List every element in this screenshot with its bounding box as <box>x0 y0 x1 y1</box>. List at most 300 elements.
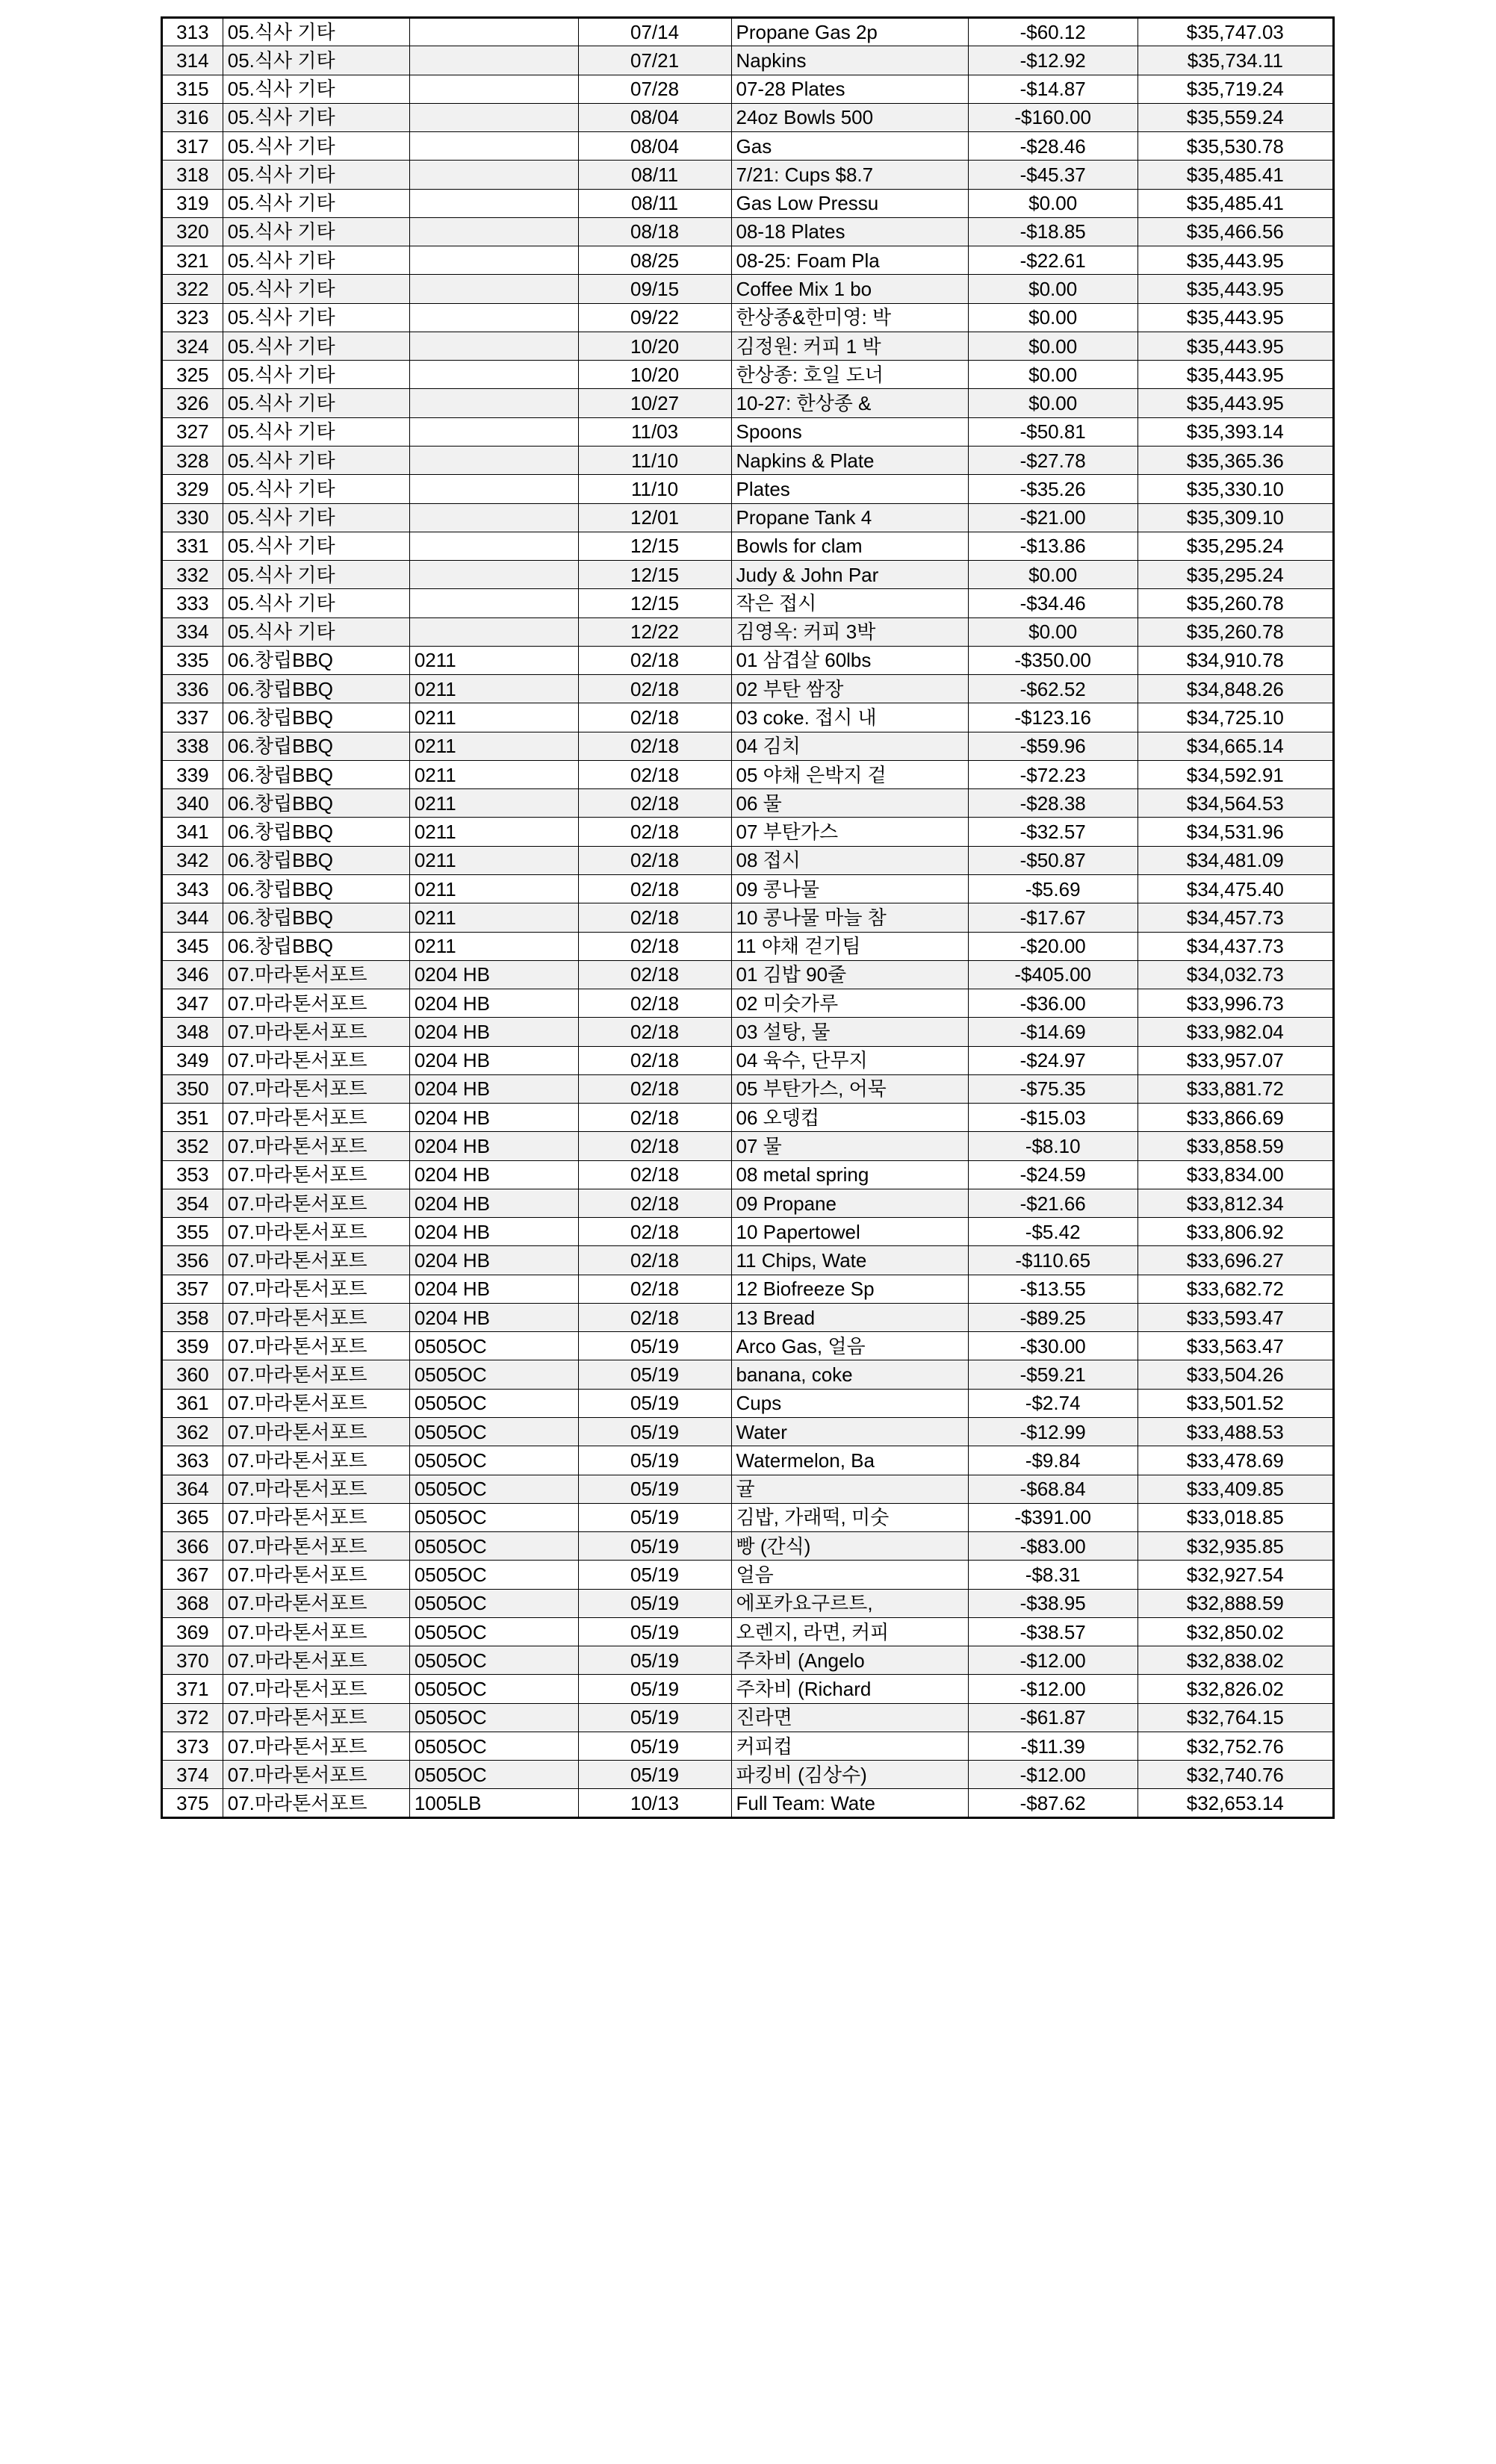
table-row[interactable] <box>162 1104 1334 1132</box>
amount-cell[interactable]: -$21.66 <box>968 1189 1137 1217</box>
table-row[interactable] <box>162 532 1334 560</box>
code-cell[interactable] <box>409 589 578 617</box>
table-row[interactable] <box>162 1132 1334 1160</box>
description-cell[interactable]: Arco Gas, 얼음 <box>731 1332 968 1360</box>
date-cell[interactable]: 11/10 <box>578 446 731 474</box>
amount-cell[interactable]: -$28.46 <box>968 132 1137 161</box>
balance-cell[interactable]: $35,443.95 <box>1137 361 1333 389</box>
date-cell[interactable]: 07/28 <box>578 75 731 103</box>
table-row[interactable] <box>162 1418 1334 1446</box>
row-index[interactable]: 352 <box>162 1132 223 1160</box>
table-row[interactable] <box>162 217 1334 246</box>
balance-cell[interactable]: $33,018.85 <box>1137 1503 1333 1531</box>
description-cell[interactable]: 08 접시 <box>731 846 968 874</box>
row-index[interactable]: 338 <box>162 732 223 760</box>
amount-cell[interactable]: -$61.87 <box>968 1703 1137 1732</box>
code-cell[interactable] <box>409 503 578 532</box>
description-cell[interactable]: 10 Papertowel <box>731 1218 968 1246</box>
description-cell[interactable]: 08-25: Foam Pla <box>731 246 968 275</box>
table-row[interactable] <box>162 246 1334 275</box>
category-cell[interactable]: 05.식사 기타 <box>223 46 409 75</box>
category-cell[interactable]: 05.식사 기타 <box>223 246 409 275</box>
description-cell[interactable]: Coffee Mix 1 bo <box>731 275 968 303</box>
code-cell[interactable]: 1005LB <box>409 1789 578 1817</box>
table-row[interactable] <box>162 1475 1334 1503</box>
balance-cell[interactable]: $32,740.76 <box>1137 1761 1333 1789</box>
amount-cell[interactable]: $0.00 <box>968 389 1137 417</box>
table-row[interactable] <box>162 789 1334 818</box>
row-index[interactable]: 358 <box>162 1303 223 1331</box>
category-cell[interactable]: 06.창립BBQ <box>223 675 409 703</box>
description-cell[interactable]: 03 설탕, 물 <box>731 1018 968 1046</box>
amount-cell[interactable]: -$28.38 <box>968 789 1137 818</box>
table-row[interactable] <box>162 332 1334 360</box>
date-cell[interactable]: 02/18 <box>578 675 731 703</box>
description-cell[interactable]: 04 김치 <box>731 732 968 760</box>
balance-cell[interactable]: $35,466.56 <box>1137 217 1333 246</box>
date-cell[interactable]: 05/19 <box>578 1646 731 1675</box>
date-cell[interactable]: 05/19 <box>578 1418 731 1446</box>
row-index[interactable]: 367 <box>162 1561 223 1589</box>
row-index[interactable]: 326 <box>162 389 223 417</box>
balance-cell[interactable]: $33,957.07 <box>1137 1046 1333 1074</box>
description-cell[interactable]: 에포카요구르트, <box>731 1589 968 1617</box>
date-cell[interactable]: 02/18 <box>578 1046 731 1074</box>
category-cell[interactable]: 07.마라톤서포트 <box>223 1475 409 1503</box>
description-cell[interactable]: 커피컵 <box>731 1732 968 1760</box>
category-cell[interactable]: 07.마라톤서포트 <box>223 1789 409 1817</box>
balance-cell[interactable]: $32,764.15 <box>1137 1703 1333 1732</box>
date-cell[interactable]: 09/15 <box>578 275 731 303</box>
code-cell[interactable] <box>409 18 578 46</box>
row-index[interactable]: 362 <box>162 1418 223 1446</box>
code-cell[interactable]: 0211 <box>409 732 578 760</box>
date-cell[interactable]: 11/10 <box>578 475 731 503</box>
row-index[interactable]: 348 <box>162 1018 223 1046</box>
row-index[interactable]: 313 <box>162 18 223 46</box>
description-cell[interactable]: 11 야채 걷기팀 <box>731 932 968 960</box>
row-index[interactable]: 317 <box>162 132 223 161</box>
code-cell[interactable]: 0505OC <box>409 1418 578 1446</box>
balance-cell[interactable]: $33,593.47 <box>1137 1303 1333 1331</box>
balance-cell[interactable]: $33,806.92 <box>1137 1218 1333 1246</box>
description-cell[interactable]: Spoons <box>731 417 968 446</box>
table-row[interactable] <box>162 1389 1334 1417</box>
description-cell[interactable]: 05 야채 은박지 겉 <box>731 760 968 788</box>
amount-cell[interactable]: -$75.35 <box>968 1074 1137 1103</box>
code-cell[interactable]: 0204 HB <box>409 1303 578 1331</box>
category-cell[interactable]: 07.마라톤서포트 <box>223 960 409 989</box>
code-cell[interactable]: 0204 HB <box>409 1218 578 1246</box>
amount-cell[interactable]: -$15.03 <box>968 1104 1137 1132</box>
table-row[interactable] <box>162 1503 1334 1531</box>
amount-cell[interactable]: -$24.59 <box>968 1160 1137 1189</box>
amount-cell[interactable]: -$59.21 <box>968 1360 1137 1389</box>
date-cell[interactable]: 02/18 <box>578 732 731 760</box>
balance-cell[interactable]: $33,812.34 <box>1137 1189 1333 1217</box>
code-cell[interactable]: 0204 HB <box>409 1189 578 1217</box>
amount-cell[interactable]: -$12.00 <box>968 1675 1137 1703</box>
code-cell[interactable]: 0505OC <box>409 1703 578 1732</box>
description-cell[interactable]: 12 Biofreeze Sp <box>731 1275 968 1303</box>
category-cell[interactable]: 07.마라톤서포트 <box>223 1132 409 1160</box>
row-index[interactable]: 321 <box>162 246 223 275</box>
amount-cell[interactable]: -$27.78 <box>968 446 1137 474</box>
table-row[interactable] <box>162 132 1334 161</box>
table-row[interactable] <box>162 1446 1334 1475</box>
table-row[interactable] <box>162 846 1334 874</box>
date-cell[interactable]: 10/20 <box>578 332 731 360</box>
balance-cell[interactable]: $32,752.76 <box>1137 1732 1333 1760</box>
code-cell[interactable]: 0211 <box>409 760 578 788</box>
date-cell[interactable]: 05/19 <box>578 1732 731 1760</box>
date-cell[interactable]: 07/21 <box>578 46 731 75</box>
category-cell[interactable]: 07.마라톤서포트 <box>223 1275 409 1303</box>
category-cell[interactable]: 07.마라톤서포트 <box>223 1189 409 1217</box>
date-cell[interactable]: 02/18 <box>578 789 731 818</box>
row-index[interactable]: 371 <box>162 1675 223 1703</box>
date-cell[interactable]: 10/13 <box>578 1789 731 1817</box>
amount-cell[interactable]: -$5.69 <box>968 874 1137 903</box>
balance-cell[interactable]: $33,866.69 <box>1137 1104 1333 1132</box>
date-cell[interactable]: 02/18 <box>578 760 731 788</box>
category-cell[interactable]: 06.창립BBQ <box>223 760 409 788</box>
row-index[interactable]: 350 <box>162 1074 223 1103</box>
description-cell[interactable]: 01 김밥 90줄 <box>731 960 968 989</box>
amount-cell[interactable]: -$24.97 <box>968 1046 1137 1074</box>
row-index[interactable]: 355 <box>162 1218 223 1246</box>
balance-cell[interactable]: $32,935.85 <box>1137 1532 1333 1561</box>
date-cell[interactable]: 02/18 <box>578 1246 731 1275</box>
table-row[interactable] <box>162 1675 1334 1703</box>
balance-cell[interactable]: $35,734.11 <box>1137 46 1333 75</box>
balance-cell[interactable]: $33,982.04 <box>1137 1018 1333 1046</box>
category-cell[interactable]: 07.마라톤서포트 <box>223 1732 409 1760</box>
description-cell[interactable]: 04 육수, 단무지 <box>731 1046 968 1074</box>
table-row[interactable] <box>162 275 1334 303</box>
table-row[interactable] <box>162 1761 1334 1789</box>
category-cell[interactable]: 07.마라톤서포트 <box>223 1561 409 1589</box>
row-index[interactable]: 360 <box>162 1360 223 1389</box>
code-cell[interactable]: 0211 <box>409 846 578 874</box>
table-row[interactable] <box>162 617 1334 646</box>
table-row[interactable] <box>162 1703 1334 1732</box>
date-cell[interactable]: 05/19 <box>578 1503 731 1531</box>
date-cell[interactable]: 08/04 <box>578 103 731 131</box>
description-cell[interactable]: Bowls for clam <box>731 532 968 560</box>
row-index[interactable]: 330 <box>162 503 223 532</box>
description-cell[interactable]: 파킹비 (김상수) <box>731 1761 968 1789</box>
balance-cell[interactable]: $35,719.24 <box>1137 75 1333 103</box>
category-cell[interactable]: 05.식사 기타 <box>223 561 409 589</box>
date-cell[interactable]: 12/15 <box>578 532 731 560</box>
description-cell[interactable]: 김영옥: 커피 3박 <box>731 617 968 646</box>
code-cell[interactable]: 0211 <box>409 675 578 703</box>
balance-cell[interactable]: $33,504.26 <box>1137 1360 1333 1389</box>
description-cell[interactable]: 김정원: 커피 1 박 <box>731 332 968 360</box>
row-index[interactable]: 320 <box>162 217 223 246</box>
date-cell[interactable]: 05/19 <box>578 1703 731 1732</box>
row-index[interactable]: 343 <box>162 874 223 903</box>
table-row[interactable] <box>162 1218 1334 1246</box>
description-cell[interactable]: 03 coke. 접시 내 <box>731 703 968 732</box>
description-cell[interactable]: 김밥, 가래떡, 미숫 <box>731 1503 968 1531</box>
table-row[interactable] <box>162 561 1334 589</box>
category-cell[interactable]: 07.마라톤서포트 <box>223 1046 409 1074</box>
date-cell[interactable]: 08/25 <box>578 246 731 275</box>
balance-cell[interactable]: $35,330.10 <box>1137 475 1333 503</box>
amount-cell[interactable]: -$110.65 <box>968 1246 1137 1275</box>
code-cell[interactable]: 0211 <box>409 646 578 674</box>
date-cell[interactable]: 05/19 <box>578 1389 731 1417</box>
amount-cell[interactable]: -$50.81 <box>968 417 1137 446</box>
row-index[interactable]: 372 <box>162 1703 223 1732</box>
category-cell[interactable]: 07.마라톤서포트 <box>223 1389 409 1417</box>
row-index[interactable]: 334 <box>162 617 223 646</box>
category-cell[interactable]: 05.식사 기타 <box>223 275 409 303</box>
balance-cell[interactable]: $33,881.72 <box>1137 1074 1333 1103</box>
table-row[interactable] <box>162 1332 1334 1360</box>
table-row[interactable] <box>162 361 1334 389</box>
balance-cell[interactable]: $34,665.14 <box>1137 732 1333 760</box>
description-cell[interactable]: 06 오뎅컵 <box>731 1104 968 1132</box>
row-index[interactable]: 325 <box>162 361 223 389</box>
code-cell[interactable] <box>409 189 578 217</box>
row-index[interactable]: 329 <box>162 475 223 503</box>
description-cell[interactable]: 02 미숫가루 <box>731 989 968 1018</box>
balance-cell[interactable]: $35,295.24 <box>1137 532 1333 560</box>
code-cell[interactable] <box>409 417 578 446</box>
date-cell[interactable]: 05/19 <box>578 1761 731 1789</box>
amount-cell[interactable]: -$18.85 <box>968 217 1137 246</box>
balance-cell[interactable]: $35,443.95 <box>1137 389 1333 417</box>
code-cell[interactable] <box>409 46 578 75</box>
description-cell[interactable]: Cups <box>731 1389 968 1417</box>
description-cell[interactable]: 한상종: 호일 도너 <box>731 361 968 389</box>
balance-cell[interactable]: $34,475.40 <box>1137 874 1333 903</box>
category-cell[interactable]: 07.마라톤서포트 <box>223 1303 409 1331</box>
amount-cell[interactable]: -$13.55 <box>968 1275 1137 1303</box>
description-cell[interactable]: Water <box>731 1418 968 1446</box>
code-cell[interactable]: 0505OC <box>409 1675 578 1703</box>
balance-cell[interactable]: $33,858.59 <box>1137 1132 1333 1160</box>
amount-cell[interactable]: -$14.69 <box>968 1018 1137 1046</box>
description-cell[interactable]: 24oz Bowls 500 <box>731 103 968 131</box>
amount-cell[interactable]: -$59.96 <box>968 732 1137 760</box>
description-cell[interactable]: 08-18 Plates <box>731 217 968 246</box>
code-cell[interactable]: 0211 <box>409 703 578 732</box>
amount-cell[interactable]: -$391.00 <box>968 1503 1137 1531</box>
code-cell[interactable]: 0204 HB <box>409 1132 578 1160</box>
table-row[interactable] <box>162 874 1334 903</box>
category-cell[interactable]: 05.식사 기타 <box>223 303 409 332</box>
description-cell[interactable]: Plates <box>731 475 968 503</box>
description-cell[interactable]: 한상종&한미영: 박 <box>731 303 968 332</box>
category-cell[interactable]: 07.마라톤서포트 <box>223 1160 409 1189</box>
row-index[interactable]: 337 <box>162 703 223 732</box>
date-cell[interactable]: 02/18 <box>578 1132 731 1160</box>
category-cell[interactable]: 07.마라톤서포트 <box>223 1446 409 1475</box>
table-row[interactable] <box>162 1646 1334 1675</box>
row-index[interactable]: 361 <box>162 1389 223 1417</box>
row-index[interactable]: 331 <box>162 532 223 560</box>
code-cell[interactable]: 0505OC <box>409 1503 578 1531</box>
date-cell[interactable]: 02/18 <box>578 1189 731 1217</box>
category-cell[interactable]: 05.식사 기타 <box>223 189 409 217</box>
category-cell[interactable]: 06.창립BBQ <box>223 818 409 846</box>
balance-cell[interactable]: $34,437.73 <box>1137 932 1333 960</box>
code-cell[interactable]: 0505OC <box>409 1475 578 1503</box>
code-cell[interactable]: 0505OC <box>409 1532 578 1561</box>
balance-cell[interactable]: $34,457.73 <box>1137 903 1333 932</box>
date-cell[interactable]: 02/18 <box>578 874 731 903</box>
table-row[interactable] <box>162 932 1334 960</box>
date-cell[interactable]: 02/18 <box>578 646 731 674</box>
amount-cell[interactable]: -$89.25 <box>968 1303 1137 1331</box>
table-row[interactable] <box>162 46 1334 75</box>
date-cell[interactable]: 05/19 <box>578 1332 731 1360</box>
code-cell[interactable] <box>409 217 578 246</box>
category-cell[interactable]: 07.마라톤서포트 <box>223 1418 409 1446</box>
description-cell[interactable]: 진라면 <box>731 1703 968 1732</box>
balance-cell[interactable]: $35,365.36 <box>1137 446 1333 474</box>
amount-cell[interactable]: -$30.00 <box>968 1332 1137 1360</box>
date-cell[interactable]: 02/18 <box>578 1104 731 1132</box>
code-cell[interactable]: 0211 <box>409 932 578 960</box>
balance-cell[interactable]: $35,295.24 <box>1137 561 1333 589</box>
date-cell[interactable]: 05/19 <box>578 1561 731 1589</box>
row-index[interactable]: 327 <box>162 417 223 446</box>
category-cell[interactable]: 06.창립BBQ <box>223 874 409 903</box>
description-cell[interactable]: 09 콩나물 <box>731 874 968 903</box>
amount-cell[interactable]: -$8.31 <box>968 1561 1137 1589</box>
balance-cell[interactable]: $35,559.24 <box>1137 103 1333 131</box>
date-cell[interactable]: 10/27 <box>578 389 731 417</box>
code-cell[interactable] <box>409 332 578 360</box>
category-cell[interactable]: 05.식사 기타 <box>223 161 409 189</box>
category-cell[interactable]: 05.식사 기타 <box>223 417 409 446</box>
amount-cell[interactable]: -$34.46 <box>968 589 1137 617</box>
table-row[interactable] <box>162 75 1334 103</box>
date-cell[interactable]: 09/22 <box>578 303 731 332</box>
category-cell[interactable]: 06.창립BBQ <box>223 846 409 874</box>
description-cell[interactable]: 귤 <box>731 1475 968 1503</box>
table-row[interactable] <box>162 417 1334 446</box>
code-cell[interactable]: 0204 HB <box>409 1074 578 1103</box>
balance-cell[interactable]: $33,682.72 <box>1137 1275 1333 1303</box>
description-cell[interactable]: 09 Propane <box>731 1189 968 1217</box>
balance-cell[interactable]: $35,309.10 <box>1137 503 1333 532</box>
category-cell[interactable]: 07.마라톤서포트 <box>223 1646 409 1675</box>
row-index[interactable]: 314 <box>162 46 223 75</box>
balance-cell[interactable]: $33,563.47 <box>1137 1332 1333 1360</box>
category-cell[interactable]: 07.마라톤서포트 <box>223 1703 409 1732</box>
description-cell[interactable]: Full Team: Wate <box>731 1789 968 1817</box>
code-cell[interactable]: 0505OC <box>409 1332 578 1360</box>
description-cell[interactable]: Propane Gas 2p <box>731 18 968 46</box>
category-cell[interactable]: 07.마라톤서포트 <box>223 1589 409 1617</box>
row-index[interactable]: 346 <box>162 960 223 989</box>
amount-cell[interactable]: $0.00 <box>968 361 1137 389</box>
date-cell[interactable]: 08/11 <box>578 189 731 217</box>
code-cell[interactable]: 0211 <box>409 789 578 818</box>
table-row[interactable] <box>162 303 1334 332</box>
description-cell[interactable]: 01 삼겹살 60lbs <box>731 646 968 674</box>
amount-cell[interactable]: -$12.00 <box>968 1761 1137 1789</box>
table-row[interactable] <box>162 1018 1334 1046</box>
row-index[interactable]: 319 <box>162 189 223 217</box>
balance-cell[interactable]: $33,478.69 <box>1137 1446 1333 1475</box>
table-row[interactable] <box>162 960 1334 989</box>
date-cell[interactable]: 05/19 <box>578 1446 731 1475</box>
amount-cell[interactable]: -$9.84 <box>968 1446 1137 1475</box>
category-cell[interactable]: 05.식사 기타 <box>223 103 409 131</box>
table-row[interactable] <box>162 1246 1334 1275</box>
balance-cell[interactable]: $32,838.02 <box>1137 1646 1333 1675</box>
table-row[interactable] <box>162 1160 1334 1189</box>
row-index[interactable]: 347 <box>162 989 223 1018</box>
category-cell[interactable]: 07.마라톤서포트 <box>223 1018 409 1046</box>
date-cell[interactable]: 12/22 <box>578 617 731 646</box>
code-cell[interactable]: 0204 HB <box>409 1275 578 1303</box>
row-index[interactable]: 369 <box>162 1617 223 1646</box>
category-cell[interactable]: 06.창립BBQ <box>223 932 409 960</box>
date-cell[interactable]: 02/18 <box>578 1275 731 1303</box>
category-cell[interactable]: 05.식사 기타 <box>223 75 409 103</box>
category-cell[interactable]: 07.마라톤서포트 <box>223 1104 409 1132</box>
table-row[interactable] <box>162 1789 1334 1817</box>
code-cell[interactable]: 0505OC <box>409 1646 578 1675</box>
row-index[interactable]: 322 <box>162 275 223 303</box>
table-row[interactable] <box>162 503 1334 532</box>
amount-cell[interactable]: -$72.23 <box>968 760 1137 788</box>
balance-cell[interactable]: $35,485.41 <box>1137 161 1333 189</box>
code-cell[interactable]: 0211 <box>409 874 578 903</box>
table-row[interactable] <box>162 189 1334 217</box>
category-cell[interactable]: 07.마라톤서포트 <box>223 1218 409 1246</box>
row-index[interactable]: 339 <box>162 760 223 788</box>
table-row[interactable] <box>162 1589 1334 1617</box>
code-cell[interactable]: 0204 HB <box>409 989 578 1018</box>
table-row[interactable] <box>162 1189 1334 1217</box>
description-cell[interactable]: 주차비 (Richard <box>731 1675 968 1703</box>
table-row[interactable] <box>162 818 1334 846</box>
amount-cell[interactable]: -$5.42 <box>968 1218 1137 1246</box>
description-cell[interactable]: 11 Chips, Wate <box>731 1246 968 1275</box>
date-cell[interactable]: 08/11 <box>578 161 731 189</box>
code-cell[interactable] <box>409 75 578 103</box>
table-row[interactable] <box>162 1360 1334 1389</box>
code-cell[interactable]: 0204 HB <box>409 1160 578 1189</box>
balance-cell[interactable]: $34,032.73 <box>1137 960 1333 989</box>
category-cell[interactable]: 05.식사 기타 <box>223 532 409 560</box>
amount-cell[interactable]: -$17.67 <box>968 903 1137 932</box>
category-cell[interactable]: 05.식사 기타 <box>223 446 409 474</box>
date-cell[interactable]: 07/14 <box>578 18 731 46</box>
balance-cell[interactable]: $33,488.53 <box>1137 1418 1333 1446</box>
balance-cell[interactable]: $35,747.03 <box>1137 18 1333 46</box>
amount-cell[interactable]: -$68.84 <box>968 1475 1137 1503</box>
balance-cell[interactable]: $35,443.95 <box>1137 275 1333 303</box>
description-cell[interactable]: 07 물 <box>731 1132 968 1160</box>
code-cell[interactable] <box>409 361 578 389</box>
category-cell[interactable]: 05.식사 기타 <box>223 217 409 246</box>
balance-cell[interactable]: $34,564.53 <box>1137 789 1333 818</box>
balance-cell[interactable]: $35,485.41 <box>1137 189 1333 217</box>
code-cell[interactable]: 0204 HB <box>409 1018 578 1046</box>
code-cell[interactable] <box>409 475 578 503</box>
date-cell[interactable]: 05/19 <box>578 1475 731 1503</box>
